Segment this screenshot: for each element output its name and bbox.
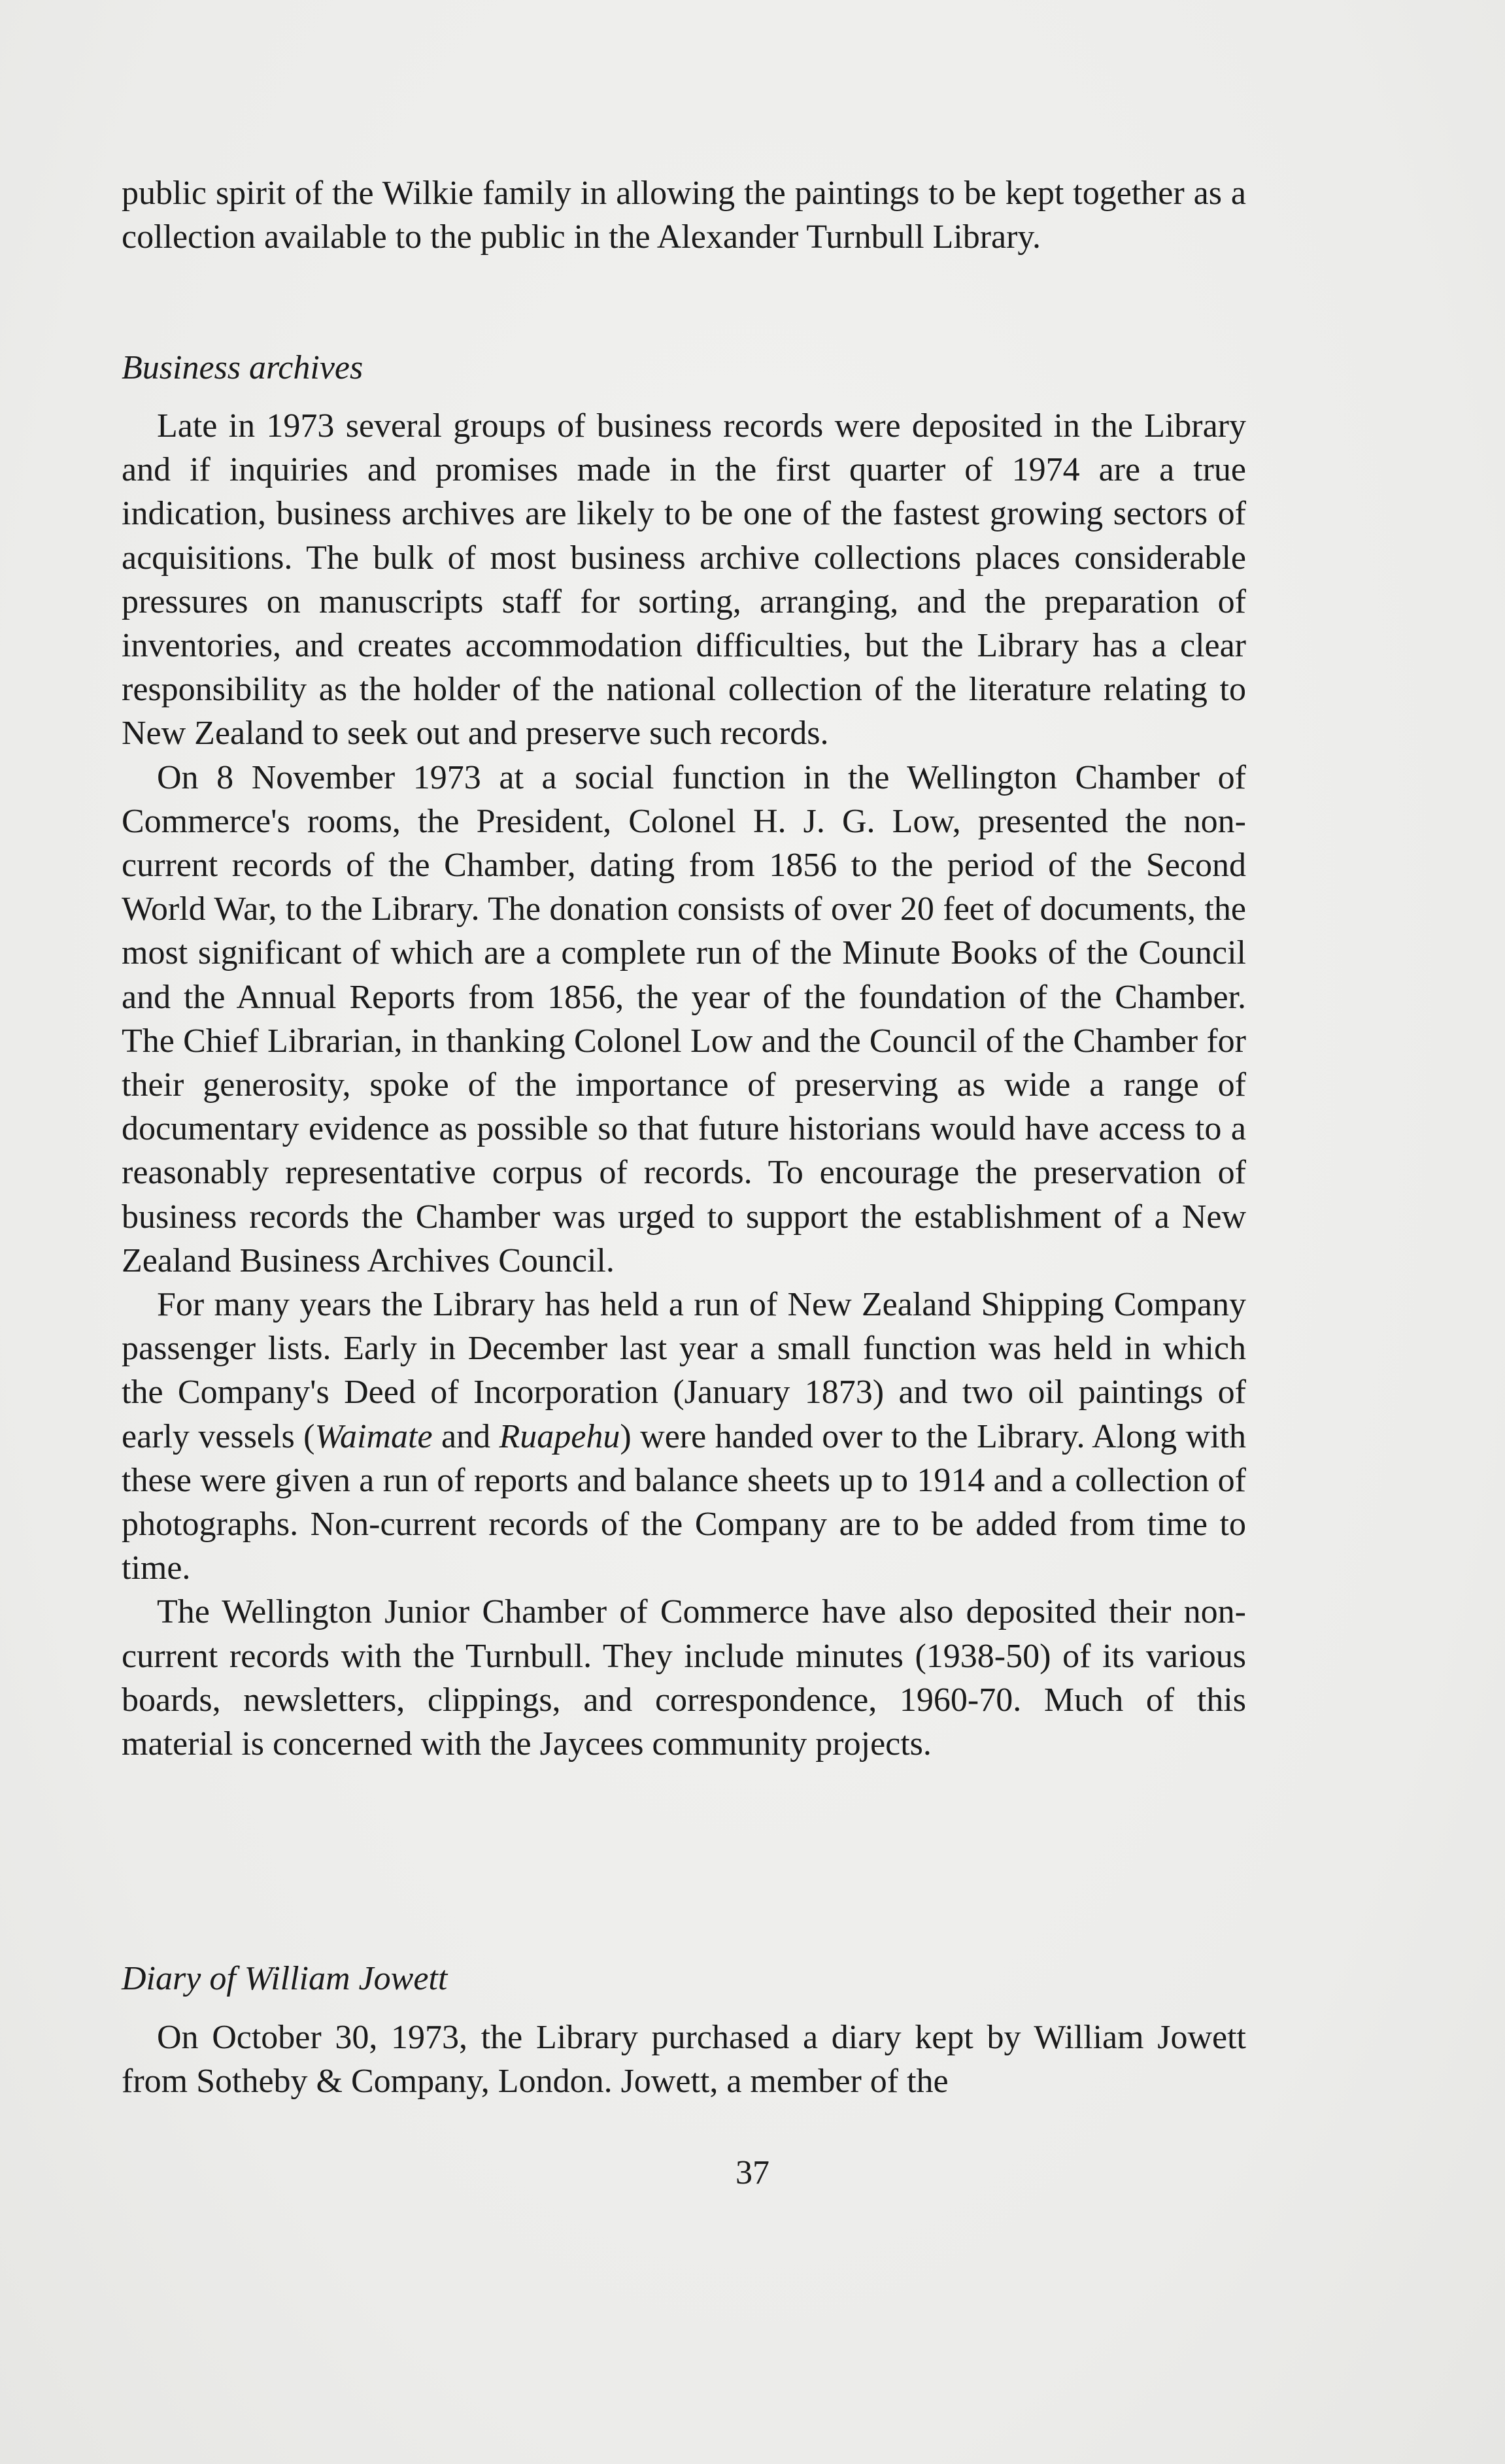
business-archives-paragraph-4: The Wellington Junior Chamber of Commerce have also deposited their non-current records with the Turnbull. They include minutes (1938-50) of its various boards, newsletters, clippings, and correspondence, 1960-70. Much of this material is concerned with the Jaycees community projects.	[122, 1593, 1246, 1763]
paragraph-3-text-end: ) were handed over to the Library. Along with these were given a run of reports and balance sheets up to 1914 and a collection of photographs. Non-current records of the Company are to be added from time to time.	[122, 1417, 1246, 1587]
business-archives-paragraph-3	[122, 1283, 1246, 1590]
section-heading-diary: Diary of William Jowett	[122, 1960, 448, 1997]
vessel-name-ruapehu: Ruapehu	[499, 1417, 620, 1455]
business-archives-paragraph-2: On 8 November 1973 at a social function in the Wellington Chamber of Commerce's rooms, the President, Colonel H. J. G. Low, presented the non-current records of the Chamber, dating from 1856 to the period of the Second World War, to the Library. The donation consists of over 20 feet of documents, the most significant of which are a complete run of the Minute Books of the Council and the Annual Reports from 1856, the year of the foundation of the Chamber. The Chief Librarian, in thanking Colonel Low and the Council of the Chamber for their generosity, spoke of the importance of preserving as wide a range of documentary evidence as possible so that future historians would have access to a reasonably representative corpus of records. To encourage the preservation of business records the Chamber was urged to support the establishment of a New Zealand Business Archives Council.	[122, 758, 1246, 1279]
vessel-name-waimate: Waimate	[314, 1417, 433, 1455]
opening-paragraph-block	[122, 171, 1246, 259]
page-number: 37	[736, 2154, 769, 2191]
paragraph-3-text-start: For many years the Library has held a run of New Zealand Shipping Company passenger lists. Early in December last year a small function was held in which the Company's Deed of Incorporation (January 1873) and two oil paintings of early vessels (	[122, 1286, 1246, 1455]
paragraph-3-conjunction: and	[432, 1417, 499, 1455]
section-heading-business-archives: Business archives	[122, 349, 364, 386]
diary-paragraph-1: On October 30, 1973, the Library purchased a diary kept by William Jowett from Sotheby & Company, London. Jowett, a member of the	[122, 2019, 1246, 2101]
diary-body	[122, 2016, 1246, 2103]
business-archives-paragraph-1: Late in 1973 several groups of business records were deposited in the Library and if inquiries and promises made in the first quarter of 1974 are a true indication, business archives are likely to be one of the fastest growing sectors of acquisitions. The bulk of most business archive collections places considerable pressures on manuscripts staff for sorting, arranging, and the preparation of inventories, and creates accommodation difficulties, but the Library has a clear responsibility as the holder of the national collection of the literature relating to New Zealand to seek out and preserve such records.	[122, 407, 1246, 752]
business-archives-body	[122, 404, 1246, 1766]
opening-paragraph: public spirit of the Wilkie family in allowing the paintings to be kept together as a collection available to the public in the Alexander Turnbull Library.	[122, 175, 1246, 256]
